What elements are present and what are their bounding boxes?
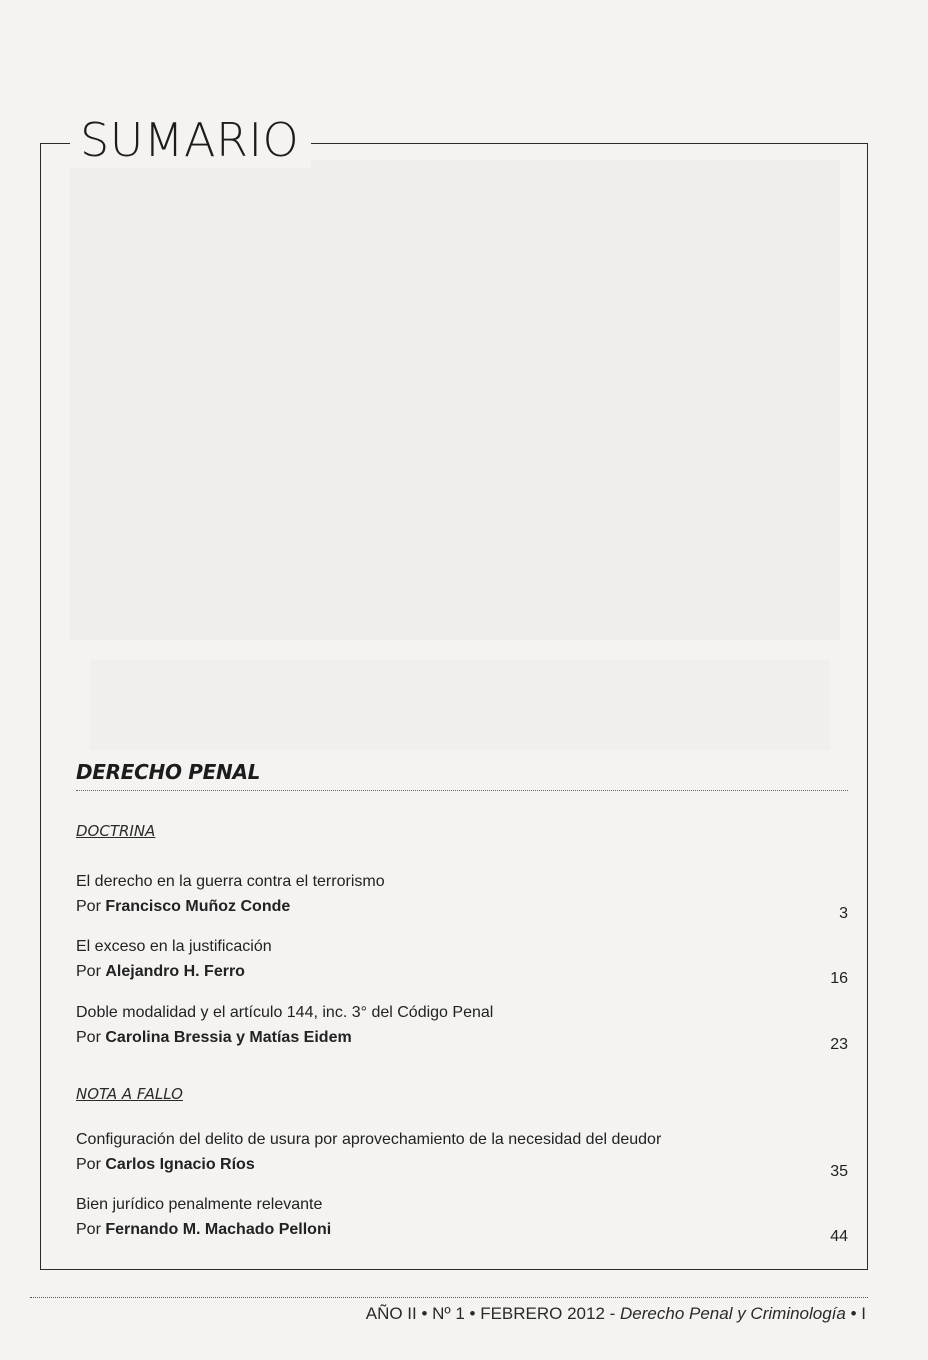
subsection-label: NOTA A FALLO [76, 1085, 183, 1103]
entry-title: Bien jurídico penalmente relevante [76, 1196, 323, 1213]
entry-author: Carolina Bressia y Matías Eidem [105, 1029, 352, 1046]
footer-page-number: • I [845, 1304, 866, 1323]
entry-author-line [76, 1156, 255, 1174]
footer-publication: Derecho Penal y Criminología [620, 1304, 846, 1323]
entry-author-line [76, 1029, 352, 1047]
toc-entry[interactable] [76, 1131, 848, 1181]
entry-by: Por [76, 1221, 101, 1238]
entry-title: El exceso en la justificación [76, 938, 272, 955]
entry-author: Fernando M. Machado Pelloni [105, 1221, 332, 1238]
entry-title: El derecho en la guerra contra el terrorismo [76, 873, 385, 890]
entry-by: Por [76, 898, 101, 915]
footer-divider [30, 1297, 868, 1298]
entry-by: Por [76, 1156, 101, 1173]
entry-page: 16 [830, 970, 848, 987]
toc-entry[interactable] [76, 1196, 848, 1246]
subsection-label: DOCTRINA [76, 822, 156, 840]
page-title: SUMARIO [70, 112, 311, 168]
entry-author-line [76, 898, 290, 916]
entry-author-line [76, 1221, 331, 1239]
toc-entry[interactable] [76, 873, 848, 923]
entry-page: 23 [830, 1036, 848, 1053]
section-heading: DERECHO PENAL [76, 760, 261, 784]
entry-by: Por [76, 963, 101, 980]
entry-author-line [76, 963, 245, 981]
toc-entry[interactable] [76, 938, 848, 988]
entry-author: Alejandro H. Ferro [105, 963, 245, 980]
section-divider [76, 790, 848, 791]
entry-title: Configuración del delito de usura por aprovechamiento de la necesidad del deudor [76, 1131, 662, 1148]
page-footer [366, 1304, 866, 1324]
entry-author: Francisco Muñoz Conde [105, 898, 291, 915]
entry-page: 3 [839, 905, 848, 922]
entry-page: 44 [830, 1228, 848, 1245]
entry-by: Por [76, 1029, 101, 1046]
toc-entry[interactable] [76, 1004, 848, 1054]
entry-author: Carlos Ignacio Ríos [105, 1156, 255, 1173]
entry-page: 35 [830, 1163, 848, 1180]
entry-title: Doble modalidad y el artículo 144, inc. 3° del Código Penal [76, 1004, 494, 1021]
footer-issue: AÑO II • Nº 1 • FEBRERO 2012 - [365, 1304, 621, 1323]
